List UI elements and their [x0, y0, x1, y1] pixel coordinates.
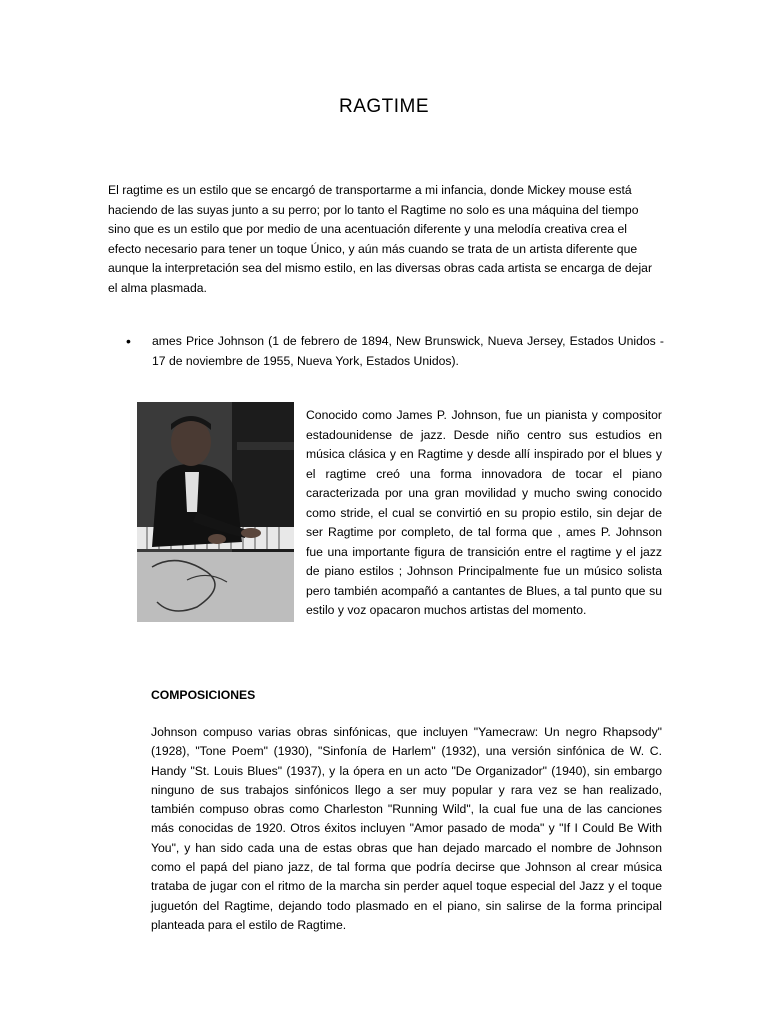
biography-paragraph: Conocido como James P. Johnson, fue un pianista y compositor estadounidense de jazz. Desde niño centro sus estudios en música clásica y en Ragtime y desde allí inspirado por el blues y el ragtime creó una forma innovadora de tocar el piano caracterizada por una gran movilidad y mucho swing conocido como stride, el cual se convirtió en su propio estilo, sin dejar de ser Ragtime por completo, de tal forma que , ames P. Johnson fue una importante figura de transición entre el ragtime y el jazz de piano estilos ; Johnson Principalmente fue un músico solista pero también acompañó a cantantes de Blues, a tal punto que su estilo y voz opacaron muchos artistas del momento.	[306, 408, 662, 617]
document-title: RAGTIME	[338, 96, 430, 117]
bullet-icon: •	[126, 333, 131, 349]
portrait-photo-icon	[137, 402, 294, 622]
section-heading: COMPOSICIONES	[151, 688, 256, 702]
compositions-paragraph: Johnson compuso varias obras sinfónicas, que incluyen "Yamecraw: Un negro Rhapsody" (1928), "Tone Poem" (1930), "Sinfonía de Harlem" (1932), una versión sinfónica de W. C. Handy "St. Louis Blues" (1937), y la ópera en un acto "De Organizador" (1940), sin embargo ninguno de sus trabajos sinfónicos llego a ser muy popular y rara vez se han realizado, también compuso obras como Charleston "Running Wild", la cual fue una de las canciones más conocidas de 1920. Otros éxitos incluyen "Amor pasado de moda" y "If I Could Be With You", y han sido cada una de estas obras que han dejado marcado el nombre de Johnson como el papá del piano jazz, de tal forma que podría decirse que Johnson al crear música trataba de jugar con el ritmo de la marcha sin perder aquel toque especial del Jazz y el toque juguetón del Ragtime, dejando todo plasmado en el piano, sin salirse de la forma principal planteada para el estilo de Ragtime.	[151, 725, 662, 932]
bullet-list-item	[126, 332, 664, 371]
intro-paragraph: El ragtime es un estilo que se encargó de transportarme a mi infancia, donde Mickey mouse está haciendo de las suyas junto a su perro; por lo tanto el Ragtime no solo es una máquina del tiempo sino que es un estilo que por medio de una acentuación diferente y una melodía creativa crea el efecto necesario para tener un toque Único, y aún más cuando se trata de un artista diferente que aunque la interpretación sea del mismo estilo, en las diversas obras cada artista se encarga de dejar el alma plasmada.	[108, 183, 653, 295]
bullet-text: ames Price Johnson (1 de febrero de 1894, New Brunswick, Nueva Jersey, Estados Unidos - 17 de noviembre de 1955, Nueva York, Estados Unidos).	[152, 334, 664, 368]
